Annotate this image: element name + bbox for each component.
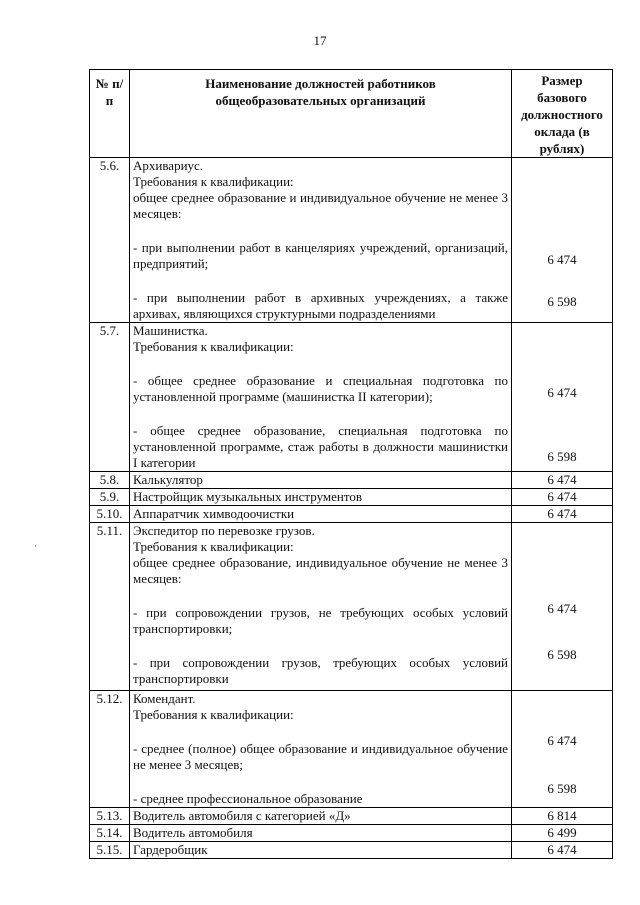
row-amount-cell [512, 691, 613, 808]
row-num: 5.10. [90, 506, 130, 523]
row-title: Машинистка. [133, 323, 208, 338]
table-row [90, 323, 613, 472]
row-intro: общее среднее образование, индивидуальное обучение не менее 3 месяцев: [133, 555, 508, 586]
row-title: Аппаратчик химводоочистки [130, 506, 512, 523]
row-num: 5.6. [90, 158, 130, 323]
row-item: - среднее (полное) общее образование и индивидуальное обучение не менее 3 месяцев; [133, 741, 508, 772]
page-number: 17 [313, 33, 327, 48]
header-salary: Размер базового должностного оклада (в рублях) [512, 70, 613, 158]
row-title: Экспедитор по перевозке грузов. [133, 523, 315, 538]
table-row [90, 506, 613, 523]
row-description [130, 523, 512, 691]
row-requirements: Требования к квалификации: [133, 174, 294, 189]
row-amount: 6 474 [512, 506, 613, 523]
row-title: Водитель автомобиля [130, 825, 512, 842]
row-title: Архивариус. [133, 158, 204, 173]
row-num: 5.15. [90, 842, 130, 859]
table-row [90, 472, 613, 489]
row-description [130, 323, 512, 472]
row-num: 5.9. [90, 489, 130, 506]
row-amount: 6 598 [547, 781, 577, 796]
row-amount: 6 474 [512, 472, 613, 489]
table-row [90, 523, 613, 691]
row-requirements: Требования к квалификации: [133, 339, 294, 354]
row-amount: 6 474 [547, 601, 577, 616]
table-header-row [90, 70, 613, 158]
row-num: 5.11. [90, 523, 130, 691]
row-amount-cell [512, 523, 613, 691]
row-amount: 6 598 [547, 294, 577, 309]
row-amount-cell [512, 158, 613, 323]
row-num: 5.12. [90, 691, 130, 808]
row-title: Комендант. [133, 691, 196, 706]
row-item: - при выполнении работ в архивных учреждениях, а также архивах, являющихся структурными подразделениями [133, 290, 508, 321]
row-title: Калькулятор [130, 472, 512, 489]
row-description [130, 691, 512, 808]
row-description [130, 158, 512, 323]
row-item: - общее среднее образование, специальная подготовка по установленной программе, стаж работы в должности машинистки I категории [133, 423, 508, 470]
row-num: 5.14. [90, 825, 130, 842]
row-amount: 6 474 [547, 252, 577, 267]
row-item: - при выполнении работ в канцеляриях учреждений, организаций, предприятий; [133, 240, 508, 271]
row-amount: 6 474 [547, 733, 577, 748]
row-requirements: Требования к квалификации: [133, 707, 294, 722]
row-num: 5.13. [90, 808, 130, 825]
table-row [90, 691, 613, 808]
row-requirements: Требования к квалификации: [133, 539, 294, 554]
row-amount: 6 598 [547, 449, 577, 464]
header-num: № п/п [90, 70, 130, 158]
row-amount-cell [512, 323, 613, 472]
row-amount: 6 474 [512, 489, 613, 506]
salary-table [89, 69, 613, 859]
row-item: - среднее профессиональное образование [133, 791, 363, 806]
row-item: - при сопровождении грузов, не требующих особых условий транспортировки; [133, 605, 508, 636]
row-amount: 6 499 [512, 825, 613, 842]
table-row [90, 808, 613, 825]
row-intro: общее среднее образование и индивидуальное обучение не менее 3 месяцев: [133, 190, 508, 221]
row-title: Настройщик музыкальных инструментов [130, 489, 512, 506]
table-row [90, 842, 613, 859]
row-num: 5.7. [90, 323, 130, 472]
header-name: Наименование должностей работников общеобразовательных организаций [130, 70, 512, 158]
row-title: Водитель автомобиля с категорией «Д» [130, 808, 512, 825]
table-row [90, 489, 613, 506]
row-amount: 6 474 [547, 385, 577, 400]
table-row [90, 825, 613, 842]
table-row [90, 158, 613, 323]
row-item: - общее среднее образование и специальная подготовка по установленной программе (машинистка II категории); [133, 373, 508, 404]
row-num: 5.8. [90, 472, 130, 489]
row-amount: 6 474 [512, 842, 613, 859]
row-amount: 6 598 [547, 647, 577, 662]
row-title: Гардеробщик [130, 842, 512, 859]
row-amount: 6 814 [512, 808, 613, 825]
row-item: - при сопровождении грузов, требующих особых условий транспортировки [133, 655, 508, 686]
margin-mark: · [34, 541, 37, 551]
